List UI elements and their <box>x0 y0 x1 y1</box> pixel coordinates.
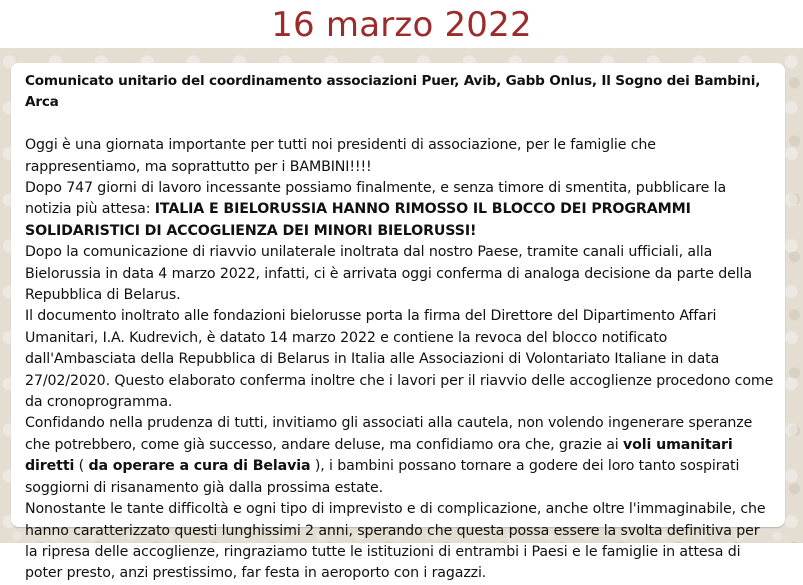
paragraph-thanks: Nonostante le tante difficoltà e ogni tipo di imprevisto e di complicazione, anche oltre l'immaginabile, che hanno caratterizzato questi lunghissimi 2 anni, sperando che questa possa essere la svolta definitiva per la ripresa delle accoglienze, ringraziamo tutte le istituzioni di entrambi i Paesi e le famiglie in attesa di poter presto, anzi prestissimo, far festa in aeroporto con i ragazzi. <box>25 501 766 582</box>
paragraph-belarus-confirmation: Dopo la comunicazione di riavvio unilaterale inoltrata dal nostro Paese, tramite canali ufficiali, alla Bielorussia in data 4 marzo 2022, infatti, ci è arrivata oggi conferma di analoga decisione da parte della Repubblica di Belarus. <box>25 244 752 304</box>
caution-lead: Confidando nella prudenza di tutti, invitiamo gli associati alla cautela, non volendo ingenerare speranze che potrebbero, come già successo, andare deluse, ma confidiamo ora che, grazie ai <box>25 415 753 453</box>
message-headline: Comunicato unitario del coordinamento associazioni Puer, Avib, Gabb Onlus, Il Sogno dei Bambini, Arca <box>25 73 761 111</box>
date-heading: 16 marzo 2022 <box>271 5 532 45</box>
paragraph-announcement <box>25 178 775 242</box>
flights-bold: voli umanitari diretti <box>25 436 733 475</box>
paren-open: ( <box>78 458 85 475</box>
belavia-bold: da operare a cura di Belavia <box>88 458 311 475</box>
paragraph-intro: Oggi è una giornata importante per tutti noi presidenti di associazione, per le famiglie che rappresentiamo, ma soprattutto per i BAMBINI!!!! <box>25 137 656 175</box>
paragraph-document: Il documento inoltrato alle fondazioni bielorusse porta la firma del Direttore del Dipartimento Affari Umanitari, I.A. Kudrevich, è datato 14 marzo 2022 e contiene la revoca del blocco notificato dall'Ambasciata della Repubblica di Belarus in Italia alle Associazioni di Volontariato Italiane in data 27/02/2020. Questo elaborato conferma inoltre che i lavori per il riavvio delle accoglienze procedono come da cronoprogramma. <box>25 308 774 411</box>
caution-tail: ), i bambini possano tornare a godere dei loro tanto sospirati soggiorni di risanamento già dalla prossima estate. <box>25 458 740 496</box>
message-bubble[interactable] <box>11 63 785 582</box>
blank-line <box>25 114 775 135</box>
announcement-bold: ITALIA E BIELORUSSIA HANNO RIMOSSO IL BLOCCO DEI PROGRAMMI SOLIDARISTICI DI ACCOGLIENZA DEI MINORI BIELORUSSI! <box>25 201 691 239</box>
announcement-lead: Dopo 747 giorni di lavoro incessante possiamo finalmente, e senza timore di smentita, pubblicare la notizia più attesa: <box>25 180 727 218</box>
paragraph-caution <box>25 413 775 499</box>
